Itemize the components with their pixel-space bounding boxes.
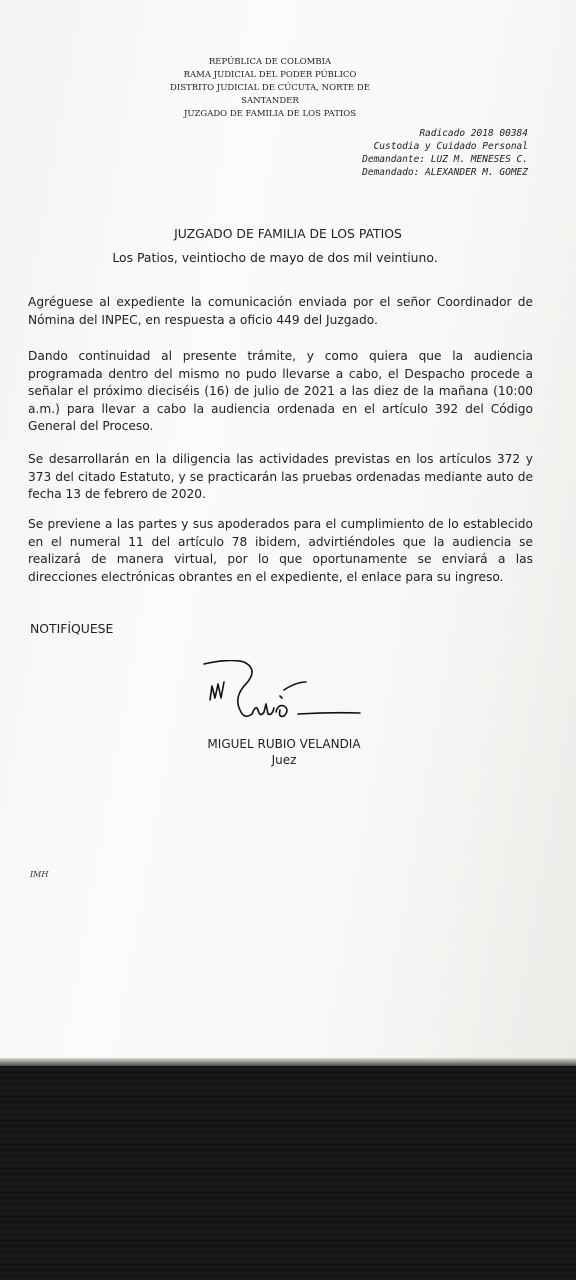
paragraph-3: Se desarrollarán en la diligencia las actividades previstas en los artículos 372 y 373 del citado Estatuto, y se practicarán las pruebas ordenadas mediante auto de fecha 13 de febrero de 2020. [28,452,533,502]
letterhead-branch: RAMA JUDICIAL DEL PODER PÚBLICO [183,70,357,80]
paragraph-1: Agréguese al expediente la comunicación enviada por el señor Coordinador de Nómina del INPEC, en respuesta a oficio 449 del Juzgado. [28,295,533,327]
case-radicado: Radicado 2018 00384 [419,128,528,139]
letterhead-district: DISTRITO JUDICIAL DE CÚCUTA, NORTE DE SANTANDER [170,83,370,106]
case-info [362,127,528,179]
handwritten-signature [200,660,370,730]
letterhead-country: REPÚBLICA DE COLOMBIA [208,57,332,67]
case-defendant: Demandado: ALEXANDER M. GOMEZ [362,167,528,178]
case-subject: Custodia y Cuidado Personal [373,141,528,152]
date-line: Los Patios, veintiocho de mayo de dos mil veintiuno. [112,250,438,265]
paragraph-2: Dando continuidad al presente trámite, y como quiera que la audiencia programada dentro del mismo no pudo llevarse a cabo, el Despacho procede a señalar el próximo dieciséis (16) de julio de 2021 a las diez de la mañana (10:00 a.m.) para llevar a cabo la audiencia ordenada en el artículo 392 del Código General del Proceso. [28,349,533,434]
typist-initials: IMH [30,870,49,879]
letterhead [150,56,390,121]
signer-title: Juez [271,753,297,767]
dark-background [0,1066,576,1280]
signer-block [194,736,374,768]
letterhead-court: JUZGADO DE FAMILIA DE LOS PATIOS [183,109,357,119]
signer-name: MIGUEL RUBIO VELANDIA [207,737,361,751]
court-title: JUZGADO DE FAMILIA DE LOS PATIOS [174,226,402,241]
closing-notifiquese: NOTIFÍQUESE [30,621,114,636]
case-plaintiff: Demandante: LUZ M. MENESES C. [362,154,528,165]
paragraph-4: Se previene a las partes y sus apoderados para el cumplimiento de lo establecido en el numeral 11 del artículo 78 ibidem, advirtiéndoles que la audiencia se realizará de manera virtual, por lo que oportunamente se enviará a las direcciones electrónicas obrantes en el expediente, el enlace para su ingreso. [28,517,533,584]
